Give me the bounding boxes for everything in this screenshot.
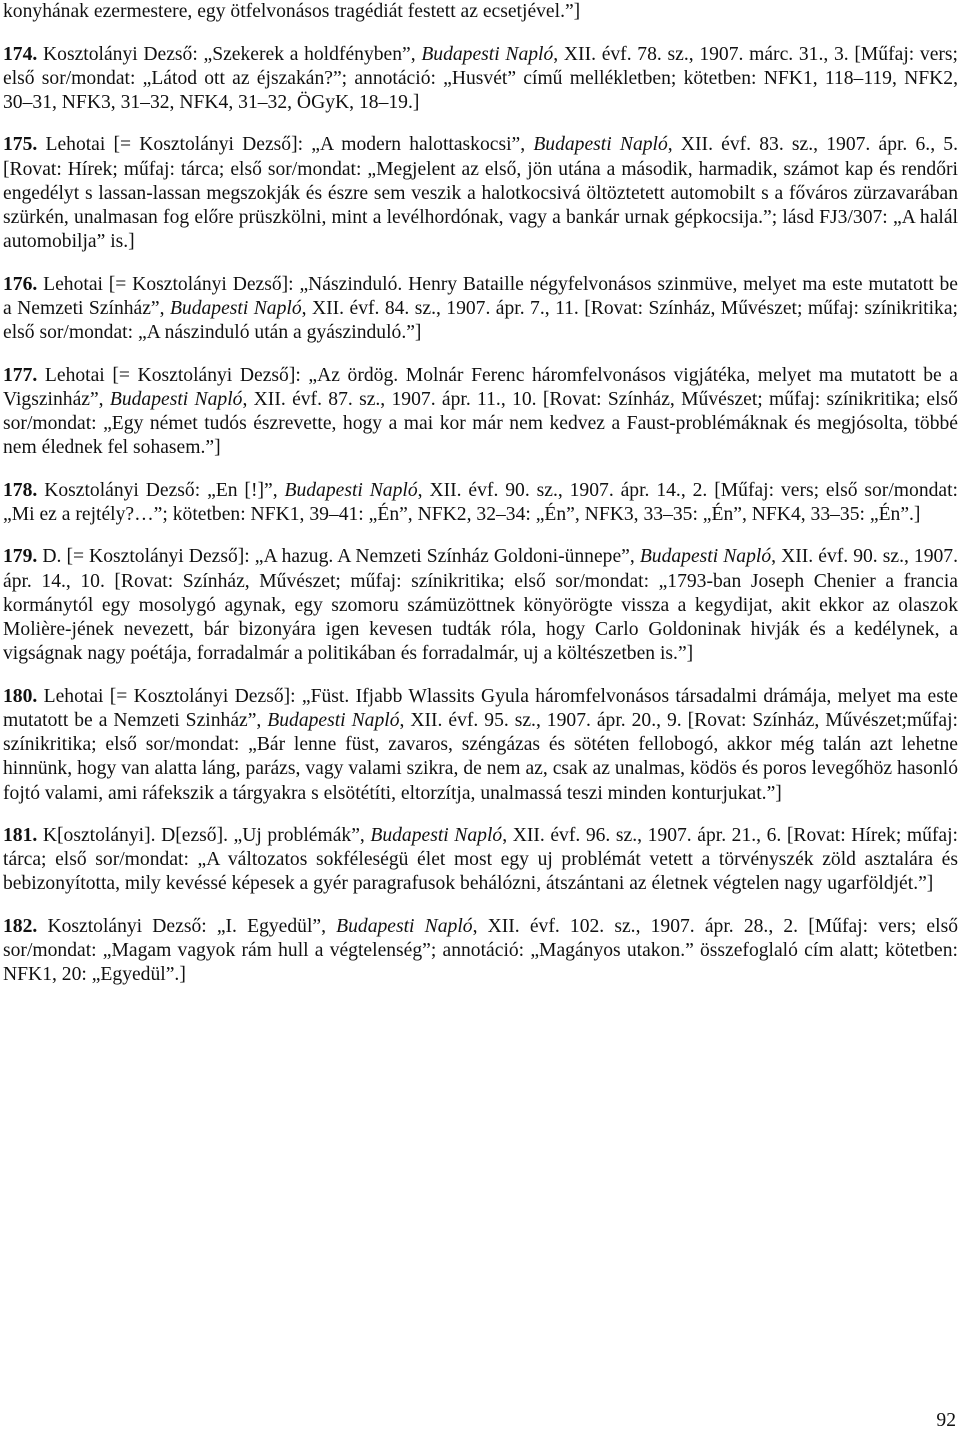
entry-text: Lehotai [= Kosztolányi Dezső]: „Nászinduló. Henry Bataille négyfelvonásos szinmüve, melyet ma este mutatott be a Nemzeti Színház”, — [3, 273, 958, 319]
entry-180 — [3, 685, 958, 806]
journal-title: Budapesti Napló — [639, 546, 772, 568]
entry-number: 178. — [3, 479, 38, 501]
journal-title: Budapesti Napló — [267, 709, 400, 731]
journal-title: Budapesti Napló — [336, 915, 473, 937]
entry-text: , XII. évf. 90. sz., 1907. ápr. 14., 2. [Műfaj: vers; első sor/mondat: „Mi ez a rejtély?…”; kötetben: NFK1, 39–41: „Én”, NFK2, 32–34: „Én”, NFK3, 33–35: „Én”, NFK4, 33–35: „Én”.] — [3, 479, 958, 525]
entry-text: , XII. évf. 96. sz., 1907. ápr. 21., 6. [Rovat: Hírek; műfaj: tárca; első sor/mondat: „A változatos sokféleségü élet most egy uj problémát vetett a törvényszék zöld asztalára és bebizonyította, mily kevéssé képesek a gyér paragrafusok behálózni, átszántani az életnek végtelen nagy ugarföldjét.”] — [3, 825, 958, 895]
entry-number: 181. — [3, 825, 38, 847]
entry-text: , XII. évf. 95. sz., 1907. ápr. 20., 9. [Rovat: Színház, Művészet;műfaj: színikritika; első sor/mondat: „Bár lenne füst, zavaros, széngázas és sötéten fellobogó, akkor még talán azt lehetne hinnünk, hogy van alatta láng, parázs, vagy valami szikra, de nem az, csak az unalmas, ködös és poros levegőhöz hasonló fojtó valami, ami ráfekszik a tárgyakra s elsötétíti, eltorzítja, unalmassá teszi minden konturjukat.”] — [3, 709, 959, 804]
page-number: 92 — [936, 1410, 956, 1431]
entry-175 — [3, 133, 958, 254]
entry-text: K[osztolányi]. D[ezső]. „Uj problémák”, — [37, 825, 371, 847]
entry-text: D. [= Kosztolányi Dezső]: „A hazug. A Nemzeti Színház Goldoni-ünnepe”, — [37, 546, 640, 568]
entry-text: Lehotai [= Kosztolányi Dezső]: „Füst. Ifjabb Wlassits Gyula háromfelvonásos társadalmi drámája, melyet ma este mutatott be a Nemzeti Szinház”, — [3, 685, 958, 731]
entry-174 — [3, 43, 958, 116]
document-page — [3, 0, 958, 988]
entry-text: , XII. évf. 87. sz., 1907. ápr. 11., 10. [Rovat: Színház, Művészet; műfaj: színikritika; első sor/mondat: „Egy német tudós észrevette, hogy a mai kor már nem kedvez a Faust-problémáknak és megjósolta, többé nem élednek fel sohasem.”] — [3, 388, 958, 459]
entry-text: , XII. évf. 83. sz., 1907. ápr. 6., 5. [Rovat: Hírek; műfaj: tárca; első sor/mondat: „Megjelent az első, jön utána a második, harmadik, számot kap és rendőri engedélyt s lassan-lassan megszokják és észre sem veszik a halotkocsivá öltöztetett automobilt s a főváros zürzavarában szürkén, unalmasan fog előre prüszkölni, mint a levélhordónak, vagy a bankár urnak gépkocsija.”; lásd FJ3/307: „A halál automobilja” is.] — [3, 134, 958, 253]
entry-182 — [3, 915, 958, 988]
entry-number: 176. — [3, 273, 38, 295]
entry-176 — [3, 273, 958, 346]
entry-178 — [3, 479, 958, 527]
entry-text: Kosztolányi Dezső: „En [!]”, — [37, 479, 285, 501]
entry-text: konyhának ezermestere, egy ötfelvonásos tragédiát festett az ecsetjével.”] — [3, 1, 581, 22]
entry-number: 179. — [3, 546, 38, 568]
entry-text: , XII. évf. 78. sz., 1907. márc. 31., 3. [Műfaj: vers; első sor/mondat: „Látod ott az éjszakán?”; annotáció: „Husvét” című mellékletben; kötetben: NFK1, 118–119, NFK2, 30–31, NFK3, 31–32, NFK4, 31–32, ÖGyK, 18–19.] — [3, 43, 958, 113]
entry-177 — [3, 364, 958, 461]
entry-number: 174. — [3, 43, 38, 65]
entry-179 — [3, 545, 958, 666]
entry-number: 182. — [3, 915, 38, 937]
journal-title: Budapesti Napló — [169, 297, 302, 319]
entry-text: , XII. évf. 90. sz., 1907. ápr. 14., 10. [Rovat: Színház, Művészet; műfaj: színikritika; első sor/mondat: „1793-ban Joseph Chenier a francia kormánytól egy mosolygó agynak, egy szomoru számüzöttnek könyörögte vissza a kegydijat, akit ekkor az olaszok Molière-jének nevezett, bár bizonyára igen kevesen tudták róla, hogy Carlo Goldoninak hivják és a kedélynek, a vigságnak nagy poétája, forradalmár a politikában és forradalmár, uj a költészetben is.”] — [3, 546, 959, 665]
entry-text: , XII. évf. 102. sz., 1907. ápr. 28., 2. [Műfaj: vers; első sor/mondat: „Magam vagyok rám hull a végtelenség”; annotáció: „Magányos utakon.” összefoglaló cím alatt; kötetben: NFK1, 20: „Egyedül”.] — [3, 915, 958, 986]
entry-text: Lehotai [= Kosztolányi Dezső]: „A modern halottaskocsi”, — [37, 134, 534, 156]
journal-title: Budapesti Napló — [284, 479, 418, 501]
entry-text: , XII. évf. 84. sz., 1907. ápr. 7., 11. [Rovat: Színház, Művészet; műfaj: színikritika; első sor/mondat: „A nászinduló után a gyászinduló.”] — [3, 297, 958, 344]
journal-title: Budapesti Napló — [109, 388, 243, 410]
entry-181 — [3, 824, 958, 897]
entry-number: 175. — [3, 134, 38, 156]
journal-title: Budapesti Napló — [533, 134, 668, 156]
journal-title: Budapesti Napló — [421, 43, 554, 65]
entry-number: 180. — [3, 685, 38, 707]
entry-text: Lehotai [= Kosztolányi Dezső]: „Az ördög. Molnár Ferenc háromfelvonásos vigjátéka, melyet ma mutatott be a Vigszinház”, — [3, 364, 958, 410]
entry-continuation — [3, 0, 958, 24]
entry-text: Kosztolányi Dezső: „I. Egyedül”, — [37, 915, 337, 937]
journal-title: Budapesti Napló — [370, 825, 503, 847]
entry-text: Kosztolányi Dezső: „Szekerek a holdfényben”, — [37, 43, 422, 65]
entry-number: 177. — [3, 364, 38, 386]
